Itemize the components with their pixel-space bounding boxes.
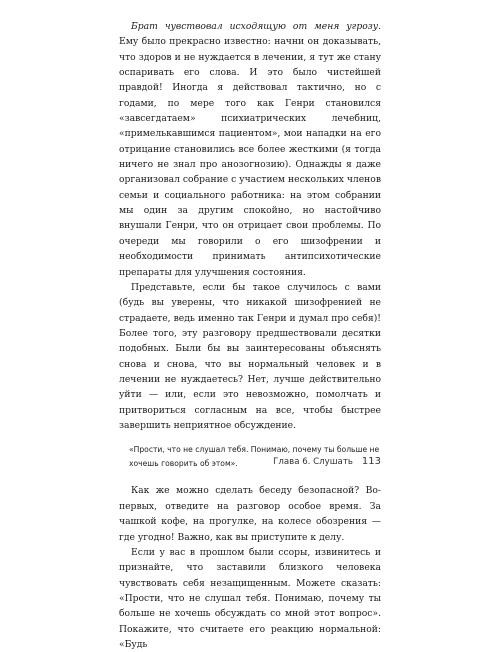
- paragraph-1: [119, 19, 381, 280]
- paragraph-2: Представьте, если бы такое случилось с вами (будь вы уверены, что никакой шизофренией не страдаете, ведь именно так Генри и думал про себя)! Более того, эту разговору предшествовали десятки подобных. Были бы вы заинтересованы объяснять снова и снова, что вы нормальный человек и в лечении не нуждаетесь? Нет, лучше действительно уйти — или, если это невозможно, помолчать и притвориться согласным на все, чтобы быстрее завершить неприятное обсуждение.: [119, 281, 381, 431]
- paragraph-4: Если у вас в прошлом были ссоры, извинитесь и признайте, что заставили близкого человека чувствовать себя незащищенным. Можете сказать: «Прости, что не слушал тебя. Понимаю, почему ты больше не хочешь обсуждать со мной этот вопрос». Покажите, что считаете его реакцию нормальной: «Будь: [119, 546, 381, 650]
- paragraph-1-text: . Ему было прекрасно известно: начни он доказывать, что здоров и не нуждается в лечении, я тут же стану оспаривать его слова. И это было чистейшей правдой! Иногда я действовал тактично, но с годами, по мере того как Генри становился «завсегдатаем» психиатрических лечебниц, «примелькавшимся пациентом», мои нападки на его отрицание становились все более жесткими (я тогда ничего не знал про анозогнозию). Однажды я даже организовал собрание с участием нескольких членов семьи и социального работника: на этом собрании мы один за другим спокойно, но настойчиво внушали Генри, что он отрицает свои проблемы. По очереди мы говорили о его шизофрении и необходимости принимать антипсихотические препараты для улучшения состояния.: [119, 21, 381, 278]
- paragraph-3: Как же можно сделать беседу безопасной? Во-первых, отведите на разговор особое время. За чашкой кофе, на прогулке, на колесе обозрения — где угодно! Важно, как вы приступите к делу.: [119, 485, 381, 543]
- page-footer: [0, 456, 381, 467]
- paragraph-1-italic-lead: Брат чувствовал исходящую от меня угрозу: [131, 21, 379, 32]
- quote-block: «Прости, что не слушал тебя. Понимаю, почему ты больше не хочешь говорить об этом».: [129, 445, 380, 468]
- page-number: 113: [361, 456, 381, 467]
- chapter-title: Глава 6. Слушать: [273, 457, 353, 467]
- text-column: [119, 19, 381, 652]
